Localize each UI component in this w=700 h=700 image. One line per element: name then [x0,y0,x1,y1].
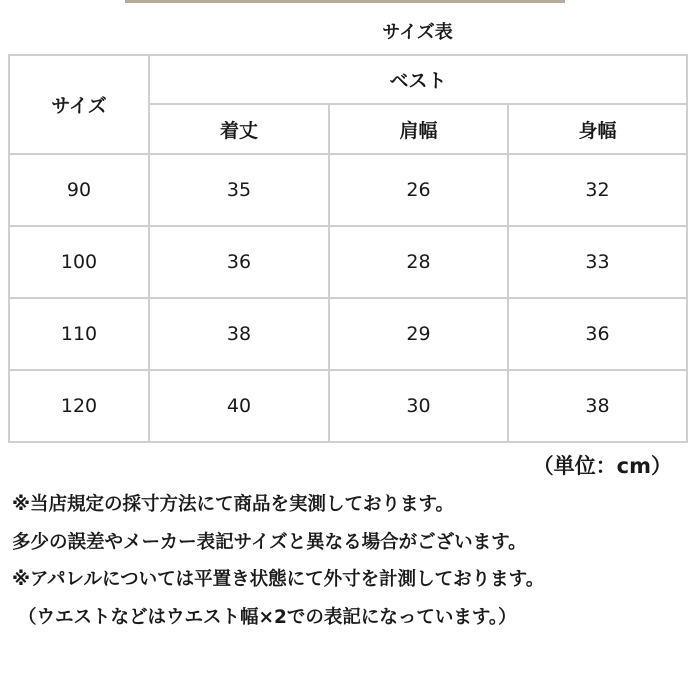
value-cell: 40 [150,371,330,443]
size-cell: 110 [10,299,150,371]
value-cell: 36 [150,227,330,299]
page-title: サイズ表 [382,22,453,43]
size-cell: 100 [10,227,150,299]
unit-label: （単位：cm） [532,454,672,478]
column-header-shoulder: 肩幅 [330,105,509,155]
value-cell: 36 [509,299,688,371]
size-header-cell: サイズ [10,56,150,155]
table-header-row [10,56,688,105]
note-line: 多少の誤差やメーカー表記サイズと異なる場合がございます。 [12,531,527,553]
value-cell: 29 [330,299,509,371]
size-table [8,54,688,443]
column-header-length: 着丈 [150,105,330,155]
table-row [10,155,688,227]
size-cell: 90 [10,155,150,227]
notes [12,495,692,645]
value-cell: 38 [150,299,330,371]
value-cell: 33 [509,227,688,299]
value-cell: 26 [330,155,509,227]
value-cell: 30 [330,371,509,443]
top-image-edge [125,0,565,3]
value-cell: 32 [509,155,688,227]
note-line: ※アパレルについては平置き状態にて外寸を計測しております。 [12,569,545,590]
table-row [10,371,688,443]
table-row [10,227,688,299]
column-header-width: 身幅 [509,105,688,155]
table-row [10,299,688,371]
value-cell: 38 [509,371,688,443]
value-cell: 28 [330,227,509,299]
note-line: （ウエストなどはウエスト幅×2での表記になっています。） [18,606,517,628]
value-cell: 35 [150,155,330,227]
size-cell: 120 [10,371,150,443]
note-line: ※当店規定の採寸方法にて商品を実測しております。 [12,494,455,515]
group-header-cell: ベスト [150,56,688,105]
